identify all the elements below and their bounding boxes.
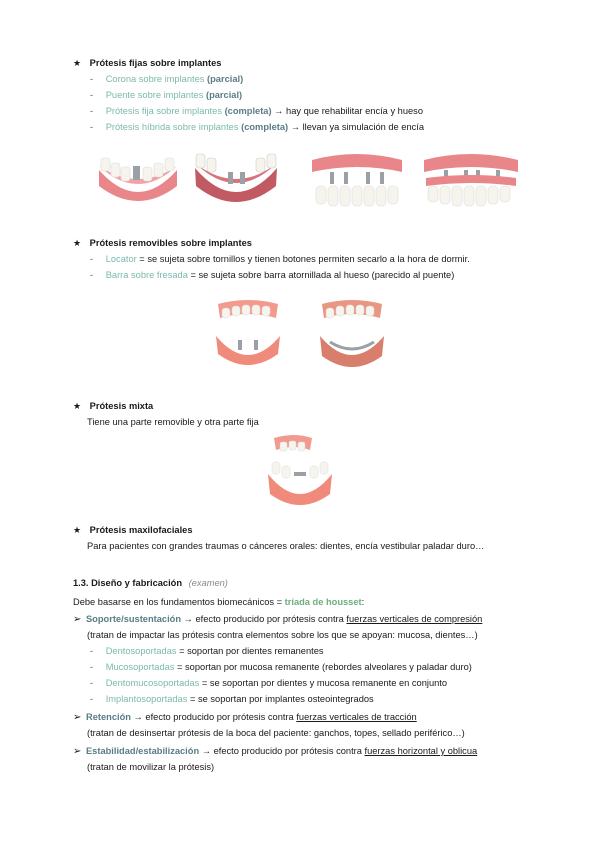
retencion-force: fuerzas verticales de tracción xyxy=(296,712,417,722)
retencion-term: Retención xyxy=(85,712,131,722)
dash: - xyxy=(90,678,94,688)
bullet-fijas xyxy=(73,57,221,69)
section-title xyxy=(73,577,228,589)
estabilidad-force: fuerzas horizontal y oblicua xyxy=(364,746,478,756)
list-item xyxy=(90,693,374,705)
star-icon: ★ xyxy=(73,401,82,411)
soporte-force: fuerzas verticales de compresión xyxy=(346,614,483,624)
item-term: Puente sobre implantes xyxy=(105,90,204,100)
dash: - xyxy=(90,270,94,280)
retencion-line xyxy=(73,711,417,724)
soporte-mid: → efecto producido por prótesis contra xyxy=(181,614,347,624)
arrowhead-icon: ➢ xyxy=(73,712,82,723)
item-rest: = se sujeta sobre barra atornillada al hueso (parecido al puente) xyxy=(187,270,455,280)
retencion-paren: (tratan de desinsertar prótesis de la boca del paciente: ganchos, topes, sellado periférico…) xyxy=(87,728,465,738)
dash: - xyxy=(90,90,94,100)
retencion-mid: → efecto producido por prótesis contra xyxy=(130,712,297,722)
soporte-term: Soporte/sustentación xyxy=(85,614,182,624)
section-intro xyxy=(73,596,364,608)
fija-implant-image xyxy=(308,152,406,210)
section-number-title: 1.3. Diseño y fabricación xyxy=(73,578,183,588)
item-term: Implantosoportadas xyxy=(105,694,188,704)
estabilidad-line xyxy=(73,745,477,758)
dash: - xyxy=(90,254,94,264)
corona-implant-image xyxy=(93,152,183,214)
dash: - xyxy=(90,106,94,116)
estabilidad-paren: (tratan de movilizar la prótesis) xyxy=(87,762,215,772)
list-item xyxy=(90,269,454,281)
item-rest: → llevan ya simulación de encía xyxy=(288,122,425,132)
item-qual: (parcial) xyxy=(205,90,243,100)
soporte-line xyxy=(73,613,482,626)
barra-image xyxy=(316,296,388,372)
list-item xyxy=(90,661,472,673)
item-rest: = se soportan por implantes osteointegrados xyxy=(187,694,374,704)
intro-term: tríada de housset xyxy=(284,597,362,607)
item-qual: (completa) xyxy=(241,122,289,132)
item-rest: → hay que rehabilitar encía y hueso xyxy=(271,106,424,116)
item-term: Prótesis híbrida sobre implantes xyxy=(105,122,239,132)
list-item xyxy=(90,121,424,133)
star-icon: ★ xyxy=(73,525,82,535)
list-item xyxy=(90,73,243,85)
list-item xyxy=(90,253,470,265)
item-term: Dentosoportadas xyxy=(105,646,177,656)
item-rest: = se sujeta sobre tornillos y tienen botones permiten secarlo a la hora de dormir. xyxy=(136,254,470,264)
dash: - xyxy=(90,122,94,132)
item-rest: = se soportan por dientes y mucosa remanente en conjunto xyxy=(199,678,448,688)
item-term: Corona sobre implantes xyxy=(105,74,205,84)
bullet-maxilo xyxy=(73,524,193,536)
item-qual: (completa) xyxy=(224,106,272,116)
star-icon: ★ xyxy=(73,58,82,68)
item-rest: = soportan por mucosa remanente (rebordes alveolares y paladar duro) xyxy=(174,662,472,672)
intro-text: Debe basarse en los fundamentos biomecánicos = xyxy=(73,597,285,607)
heading-fijas: Prótesis fijas sobre implantes xyxy=(89,58,222,68)
soporte-paren: (tratan de impactar las prótesis contra elementos sobre los que se apoyan: mucosa, dientes…) xyxy=(87,630,478,640)
bullet-mixta xyxy=(73,400,153,412)
bullet-removibles xyxy=(73,237,252,249)
list-item xyxy=(90,677,447,689)
item-term: Prótesis fija sobre implantes xyxy=(105,106,222,116)
item-term: Dentomucosoportadas xyxy=(105,678,200,688)
dash: - xyxy=(90,74,94,84)
item-term: Mucosoportadas xyxy=(105,662,175,672)
dash: - xyxy=(90,662,94,672)
puente-implant-image xyxy=(190,152,282,214)
dash: - xyxy=(90,694,94,704)
heading-removibles: Prótesis removibles sobre implantes xyxy=(89,238,252,248)
mixta-text: Tiene una parte removible y otra parte fija xyxy=(87,417,259,427)
arrowhead-icon: ➢ xyxy=(73,614,82,625)
item-term: Barra sobre fresada xyxy=(105,270,188,280)
arrowhead-icon: ➢ xyxy=(73,746,82,757)
maxilo-text: Para pacientes con grandes traumas o cánceres orales: dientes, encía vestibular paladar duro… xyxy=(87,541,485,551)
heading-mixta: Prótesis mixta xyxy=(89,401,154,411)
list-item xyxy=(90,645,324,657)
estabilidad-mid: → efecto producido por prótesis contra xyxy=(199,746,365,756)
hibrida-implant-image xyxy=(420,152,522,210)
estabilidad-term: Estabilidad/estabilización xyxy=(85,746,200,756)
item-term: Locator xyxy=(105,254,137,264)
item-qual: (parcial) xyxy=(207,74,244,84)
dash: - xyxy=(90,646,94,656)
mixta-image xyxy=(264,432,336,514)
heading-maxilo: Prótesis maxilofaciales xyxy=(89,525,193,535)
list-item xyxy=(90,105,423,117)
item-rest: = soportan por dientes remanentes xyxy=(176,646,324,656)
section-note: (examen) xyxy=(188,578,228,588)
locator-image xyxy=(212,296,284,372)
list-item xyxy=(90,89,242,101)
intro-post: : xyxy=(361,597,365,607)
star-icon: ★ xyxy=(73,238,82,248)
